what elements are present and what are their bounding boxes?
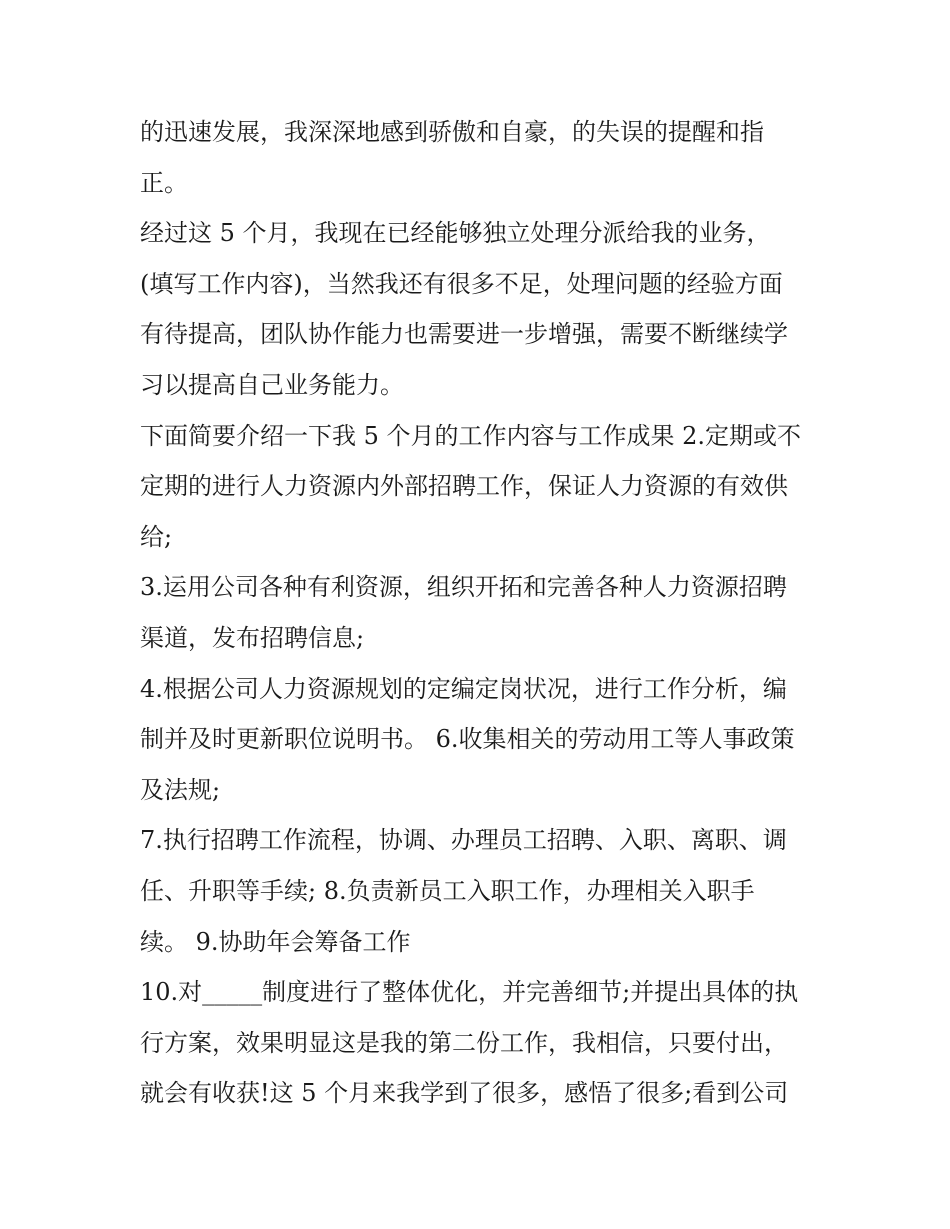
text-line: 及法规; [140, 775, 221, 804]
text-line: 经过这 5 个月，我现在已经能够独立处理分派给我的业务， [140, 219, 771, 248]
text-line: 给; [140, 522, 173, 551]
text-line: 任、升职等手续; 8.负责新员工入职工作，办理相关入职手 [140, 876, 755, 905]
text-line: 的迅速发展，我深深地感到骄傲和自豪，的失误的提醒和指 [140, 118, 764, 146]
text-line: 续。 9.协助年会筹备工作 [140, 927, 411, 956]
text-line: 就会有收获!这 5 个月来我学到了很多，感悟了很多;看到公司 [140, 1079, 789, 1108]
text-line: 有待提高，团队协作能力也需要进一步增强，需要不断继续学 [140, 320, 788, 349]
text-line: 制并及时更新职位说明书。 6.收集相关的劳动用工等人事政策 [140, 725, 795, 754]
text-line: 4.根据公司人力资源规划的定编定岗状况，进行工作分析，编 [140, 674, 787, 703]
text-line: 渠道，发布招聘信息; [140, 623, 365, 652]
document-body [140, 107, 820, 1119]
text-line: 10.对_____制度进行了整体优化，并完善细节;并提出具体的执 [140, 978, 799, 1007]
text-line: 下面简要介绍一下我 5 个月的工作内容与工作成果 2.定期或不 [140, 421, 802, 450]
text-line: 3.运用公司各种有利资源，组织开拓和完善各种人力资源招聘 [140, 573, 787, 602]
text-line: (填写工作内容)，当然我还有很多不足，处理问题的经验方面 [140, 269, 783, 298]
text-line: 7.执行招聘工作流程，协调、办理员工招聘、入职、离职、调 [140, 826, 787, 855]
text-line: 正。 [140, 168, 188, 197]
text-line: 习以提高自己业务能力。 [140, 370, 404, 399]
text-line: 定期的进行人力资源内外部招聘工作，保证人力资源的有效供 [140, 472, 788, 501]
text-line: 行方案，效果明显这是我的第二份工作，我相信，只要付出， [140, 1028, 788, 1057]
